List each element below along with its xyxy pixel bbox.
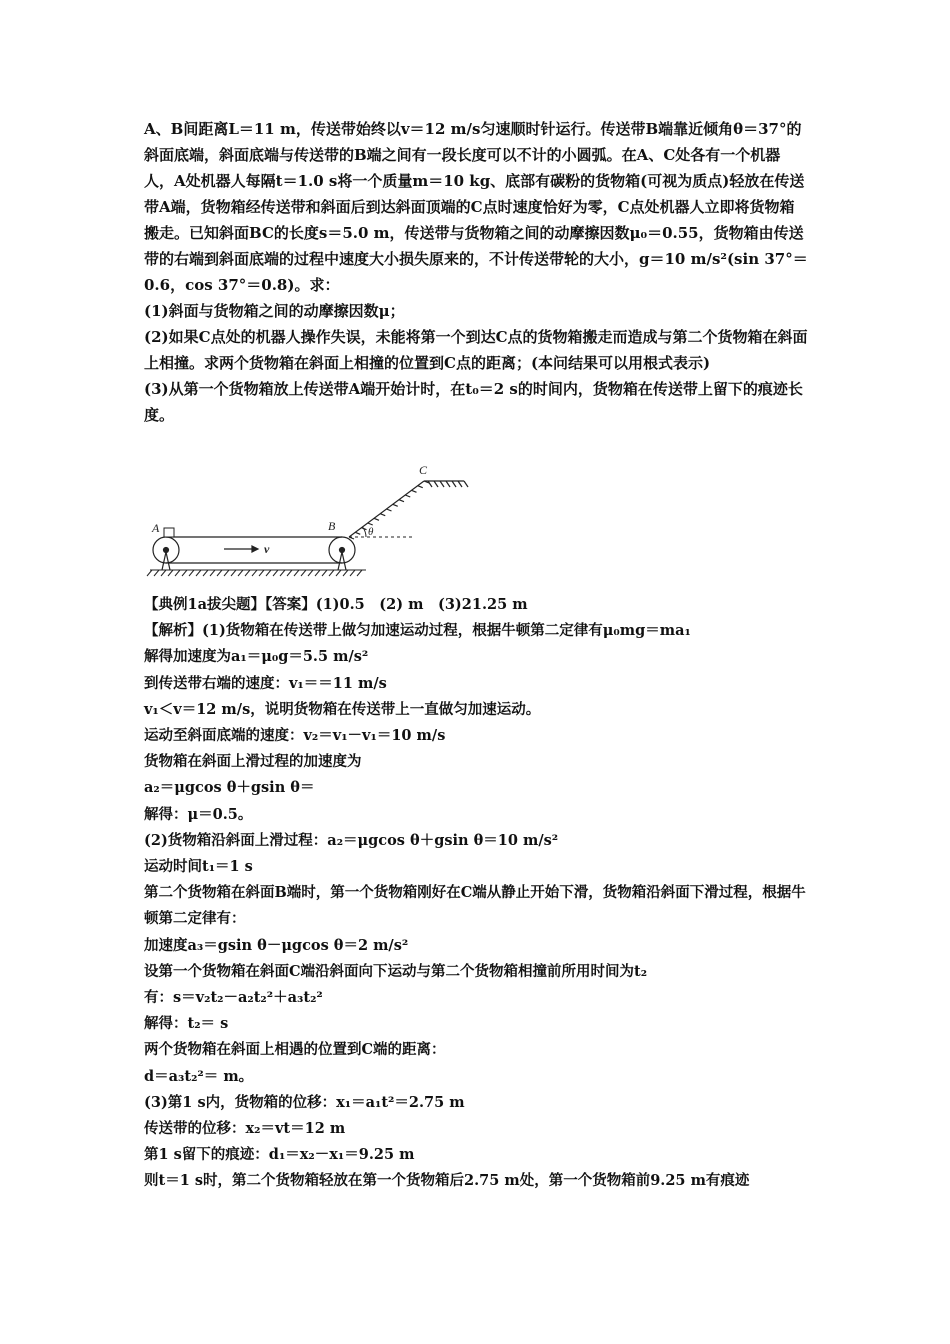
hatch-mark xyxy=(154,570,159,576)
incline-bc xyxy=(349,481,468,539)
hatch-mark xyxy=(196,570,201,576)
solution-section xyxy=(144,592,808,1195)
hatch-mark xyxy=(440,481,444,487)
solution-line: 第1 s留下的痕迹：d₁＝x₂－x₁＝9.25 m xyxy=(144,1146,415,1164)
solution-line: 解得：t₂＝ s xyxy=(144,1015,229,1033)
question-1: (1)斜面与货物箱之间的动摩擦因数μ； xyxy=(144,302,405,320)
hatch-mark xyxy=(428,481,432,487)
question-3: (3)从第一个货物箱放上传送带A端开始计时，在t₀＝2 s的时间内，货物箱在传送带上留下的痕迹长度。 xyxy=(144,380,803,424)
hatch-mark xyxy=(231,570,236,576)
hatch-mark xyxy=(380,514,385,516)
hatch-mark xyxy=(374,518,379,520)
hatch-mark xyxy=(238,570,243,576)
pulley-a xyxy=(153,537,179,570)
hatch-mark xyxy=(387,509,392,511)
hatch-mark xyxy=(273,570,278,576)
solution-line: 运动时间t₁＝1 s xyxy=(144,858,253,876)
hatch-mark xyxy=(224,570,229,576)
solution-line: 运动至斜面底端的速度：v₂＝v₁－v₁＝10 m/s xyxy=(144,727,446,745)
hatch-mark xyxy=(294,570,299,576)
hatch-mark xyxy=(301,570,306,576)
label-v: v xyxy=(264,542,270,556)
pulley-b xyxy=(329,537,355,570)
hatch-mark xyxy=(182,570,187,576)
hatch-mark xyxy=(464,481,468,487)
solution-line: 货物箱在斜面上滑过程的加速度为 xyxy=(144,753,362,771)
hatch-mark xyxy=(368,523,373,525)
hatch-mark xyxy=(266,570,271,576)
hatch-mark xyxy=(412,490,417,492)
conveyor-incline-figure xyxy=(144,462,474,582)
cargo-box xyxy=(164,528,174,537)
hatch-mark xyxy=(175,570,180,576)
solution-line: 则t＝1 s时，第二个货物箱轻放在第一个货物箱后2.75 m处，第一个货物箱前9.25 m有痕迹 xyxy=(144,1172,750,1190)
solution-line: (2)货物箱沿斜面上滑过程：a₂＝μgcos θ＋gsin θ＝10 m/s² xyxy=(144,831,559,849)
solution-line: 到传送带右端的速度：v₁＝＝11 m/s xyxy=(144,674,387,692)
answer-line: 【典例1a拔尖题】【答案】(1)0.5 (2) m (3)21.25 m xyxy=(144,596,528,613)
hatch-mark xyxy=(168,570,173,576)
hatch-mark xyxy=(452,481,456,487)
solution-line: 传送带的位移：x₂＝vt＝12 m xyxy=(144,1120,346,1138)
problem-paragraph: A、B间距离L＝11 m，传送带始终以v＝12 m/s匀速顺时针运行。传送带B端靠近倾角θ＝37°的斜面底端，斜面底端与传送带的B端之间有一段长度可以不计的小圆弧。在A、C处各有一个机器人，A处机器人每隔t＝1.0 s将一个质量m＝10 kg、底部有碳粉的货物箱(可视为质点)轻放在传送带A端，货物箱经传送带和斜面后到达斜面顶端的C点时速度恰好为零，C点处机器人立即将货物箱搬走。已知斜面BC的长度s＝5.0 m，传送带与货物箱之间的动摩擦因数μ₀＝0.55，货物箱由传送带的右端到斜面底端的过程中速度大小损失原来的，不计传送带轮的大小，g＝10 m/s²(sin 37°＝0.6，cos 37°＝0.8)。求： xyxy=(144,120,808,294)
solution-line: (3)第1 s内，货物箱的位移：x₁＝a₁t²＝2.75 m xyxy=(144,1093,465,1111)
hatch-mark xyxy=(343,570,348,576)
hatch-mark xyxy=(393,504,398,506)
hatch-mark xyxy=(350,570,355,576)
hatch-mark xyxy=(203,570,208,576)
hatch-mark xyxy=(280,570,285,576)
hatch-mark xyxy=(210,570,215,576)
hatch-mark xyxy=(336,570,341,576)
hatch-mark xyxy=(434,481,438,487)
hatch-mark xyxy=(245,570,250,576)
hatch-mark xyxy=(217,570,222,576)
label-a: A xyxy=(152,521,160,535)
hatch-mark xyxy=(405,495,410,497)
solution-line: 解得：μ＝0.5。 xyxy=(144,805,253,823)
hatch-mark xyxy=(189,570,194,576)
hatch-mark xyxy=(308,570,313,576)
hatch-mark xyxy=(418,486,423,488)
hatch-mark xyxy=(147,570,152,576)
label-c: C xyxy=(419,463,428,477)
hatch-mark xyxy=(355,532,360,534)
hatch-mark xyxy=(287,570,292,576)
hatch-mark xyxy=(329,570,334,576)
solution-line: 解得加速度为a₁＝μ₀g＝5.5 m/s² xyxy=(144,648,369,666)
question-2: (2)如果C点处的机器人操作失误，未能将第一个到达C点的货物箱搬走而造成与第二个货物箱在斜面上相撞。求两个货物箱在斜面上相撞的位置到C点的距离；(本问结果可以用根式表示) xyxy=(144,328,808,372)
velocity-arrow xyxy=(224,546,258,552)
solution-line: 【解析】(1)货物箱在传送带上做匀加速运动过程，根据牛顿第二定律有μ₀mg＝ma₁ xyxy=(144,622,691,640)
solution-line: 两个货物箱在斜面上相遇的位置到C端的距离： xyxy=(144,1041,446,1059)
hatch-mark xyxy=(315,570,320,576)
solution-line: 第二个货物箱在斜面B端时，第一个货物箱刚好在C端从静止开始下滑，货物箱沿斜面下滑过程，根据牛顿第二定律有： xyxy=(144,884,806,928)
solution-line: 加速度a₃＝gsin θ－μgcos θ＝2 m/s² xyxy=(144,936,409,954)
hatch-mark xyxy=(357,570,362,576)
hatch-mark xyxy=(259,570,264,576)
hatch-mark xyxy=(399,500,404,502)
hatch-mark xyxy=(322,570,327,576)
problem-statement xyxy=(144,116,808,428)
solution-line: a₂＝μgcos θ＋gsin θ＝ xyxy=(144,779,315,797)
solution-line: v₁＜v＝12 m/s，说明货物箱在传送带上一直做匀加速运动。 xyxy=(144,700,541,718)
hatch-mark xyxy=(458,481,462,487)
hatch-mark xyxy=(161,570,166,576)
solution-line: 设第一个货物箱在斜面C端沿斜面向下运动与第二个货物箱相撞前所用时间为t₂ xyxy=(144,962,648,980)
solution-line: d＝a₃t₂²＝ m。 xyxy=(144,1067,254,1085)
ground-hatch xyxy=(147,570,366,576)
hatch-mark xyxy=(252,570,257,576)
label-b: B xyxy=(328,519,336,533)
solution-line: 有：s＝v₂t₂－a₂t₂²＋a₃t₂² xyxy=(144,989,323,1007)
label-theta: θ xyxy=(368,526,374,538)
hatch-mark xyxy=(446,481,450,487)
